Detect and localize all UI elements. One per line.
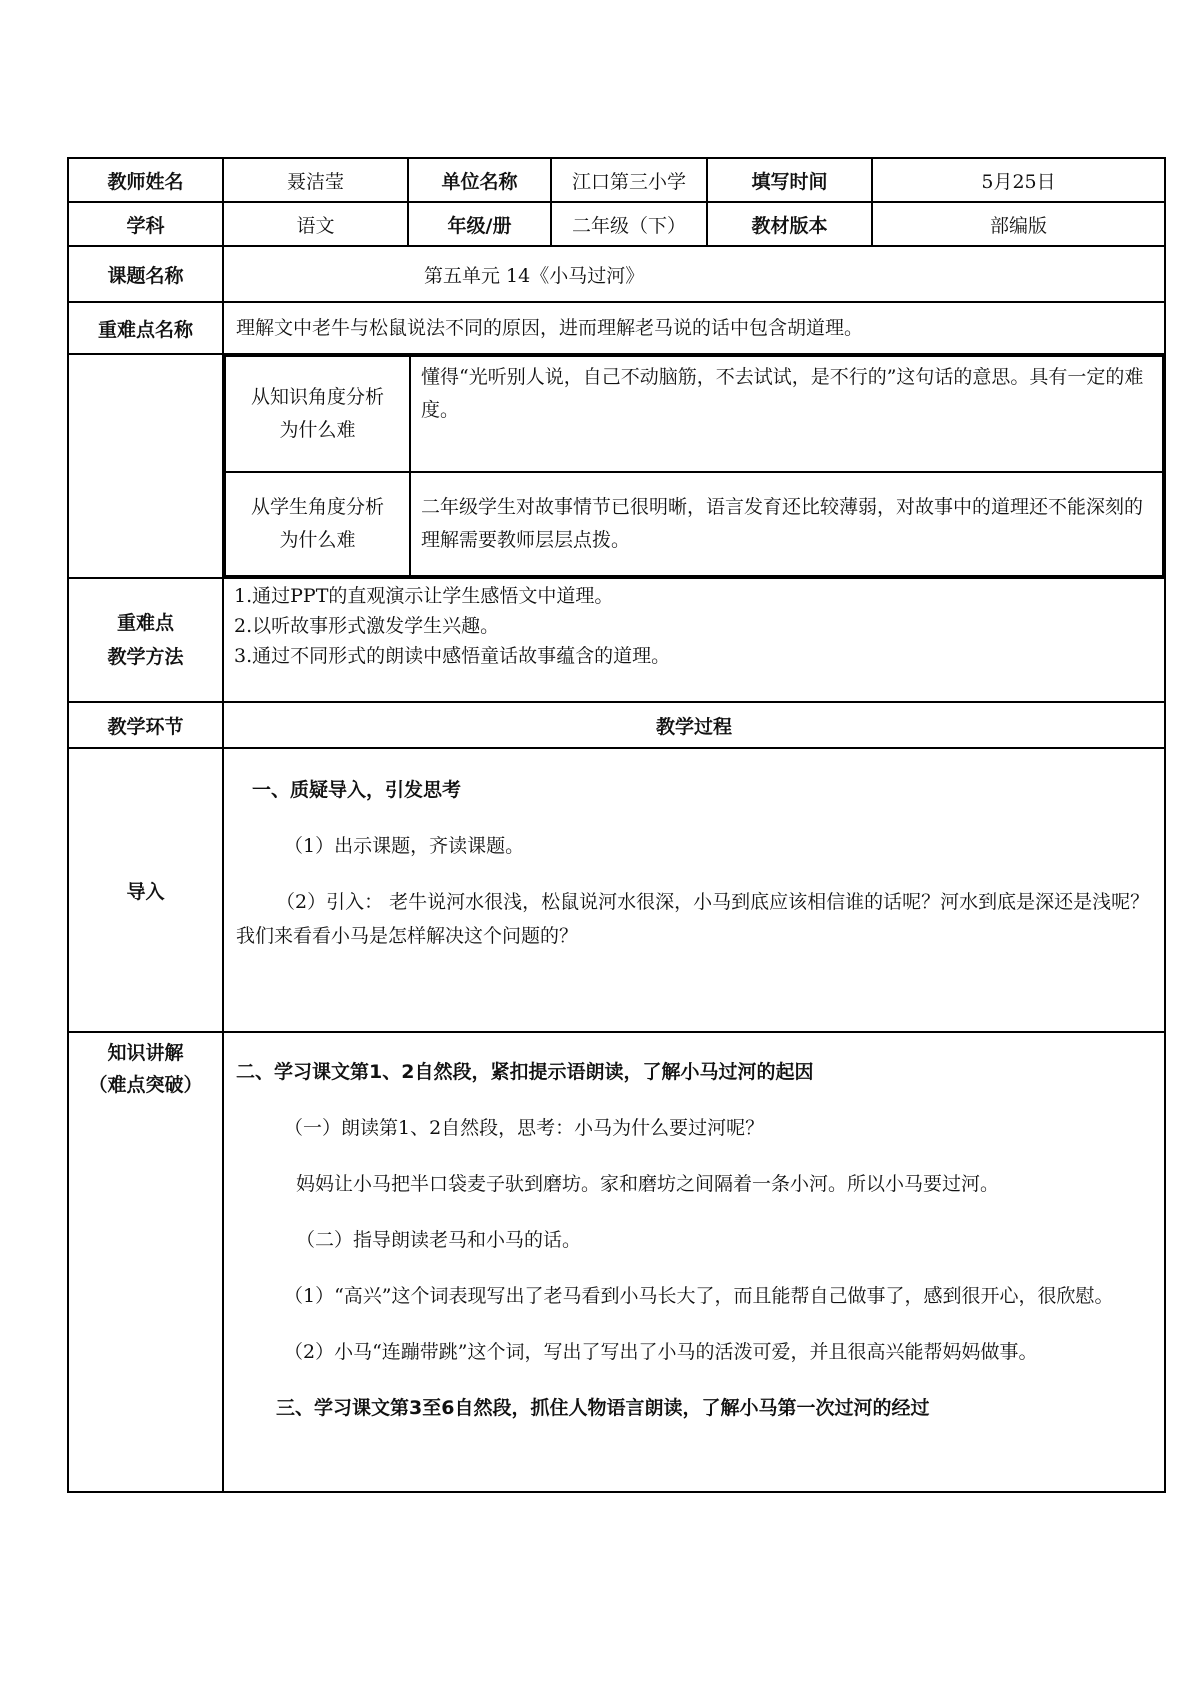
- knowledge-stage: [68, 1032, 223, 1492]
- edition-value: 部编版: [872, 202, 1165, 246]
- knowledge-stage-line1: 知识讲解: [107, 1042, 184, 1064]
- knowledge-row: [68, 1032, 1165, 1492]
- keypoint-row: [68, 302, 1165, 354]
- topic-label: 课题名称: [68, 246, 223, 302]
- intro-content: [223, 748, 1165, 1032]
- stage-header: 教学环节: [68, 702, 223, 748]
- intro-stage: 导入: [68, 748, 223, 1032]
- knowledge-sub1: （一）朗读第1、2自然段，思考：小马为什么要过河呢？: [284, 1117, 765, 1139]
- lesson-plan-table: [67, 157, 1166, 1493]
- keypoint-value: 理解文中老牛与松鼠说法不同的原因，进而理解老马说的话中包含胡道理。: [223, 302, 1165, 354]
- methods-label-line2: 教学方法: [107, 646, 184, 668]
- header-row-2: [68, 202, 1165, 246]
- analysis-inner-table: [224, 355, 1164, 577]
- method-item: 3.通过不同形式的朗读中感悟童话故事蕴含的道理。: [234, 645, 671, 667]
- analysis-row: [68, 354, 1165, 578]
- edition-label: 教材版本: [707, 202, 872, 246]
- methods-row: [68, 578, 1165, 702]
- knowledge-point1: （1）“高兴”这个词表现写出了老马看到小马长大了，而且能帮自己做事了，感到很开心，很欣慰。: [284, 1285, 1114, 1307]
- keypoint-label: 重难点名称: [68, 302, 223, 354]
- topic-value: 第五单元 14《小马过河》: [223, 246, 1165, 302]
- teacher-name: 聂洁莹: [223, 158, 408, 202]
- topic-row: [68, 246, 1165, 302]
- teacher-label: 教师姓名: [68, 158, 223, 202]
- knowledge-analysis-label: 从知识角度分析为什么难: [225, 356, 410, 472]
- methods-list: [223, 578, 1165, 702]
- subject-value: 语文: [223, 202, 408, 246]
- grade-value: 二年级（下）: [551, 202, 707, 246]
- method-item: 2.以听故事形式激发学生兴趣。: [234, 615, 500, 637]
- intro-step1: （1）出示课题，齐读课题。: [284, 835, 525, 857]
- knowledge-answer1: 妈妈让小马把半口袋麦子驮到磨坊。家和磨坊之间隔着一条小河。所以小马要过河。: [296, 1173, 1000, 1195]
- intro-step2: （2）引入： 老牛说河水很浅，松鼠说河水很深，小马到底应该相信谁的话呢？河水到底是深还是浅呢？我们来看看小马是怎样解决这个问题的？: [236, 891, 1150, 947]
- knowledge-analysis-text: 懂得“光听别人说，自己不动脑筋，不去试试，是不行的”这句话的意思。具有一定的难度。: [410, 356, 1163, 472]
- subject-label: 学科: [68, 202, 223, 246]
- student-analysis-text: 二年级学生对故事情节已很明晰，语言发育还比较薄弱，对故事中的道理还不能深刻的理解需要教师层层点拨。: [410, 472, 1163, 576]
- date-value: 5月25日: [872, 158, 1165, 202]
- knowledge-point2: （2）小马“连蹦带跳”这个词，写出了写出了小马的活泼可爱，并且很高兴能帮妈妈做事。: [284, 1341, 1038, 1363]
- header-row-1: [68, 158, 1165, 202]
- methods-label-line1: 重难点: [116, 612, 174, 634]
- method-item: 1.通过PPT的直观演示让学生感悟文中道理。: [234, 585, 614, 607]
- methods-label: [68, 578, 223, 702]
- analysis-cell: [223, 354, 1165, 578]
- process-header: 教学过程: [223, 702, 1165, 748]
- knowledge-content: [223, 1032, 1165, 1492]
- process-header-row: [68, 702, 1165, 748]
- unit-name: 江口第三小学: [551, 158, 707, 202]
- knowledge-heading2: 二、学习课文第1、2自然段，紧扣提示语朗读，了解小马过河的起因: [236, 1061, 814, 1083]
- intro-row: [68, 748, 1165, 1032]
- knowledge-sub2: （二）指导朗读老马和小马的话。: [296, 1229, 582, 1251]
- analysis-label-cell: [68, 354, 223, 578]
- grade-label: 年级/册: [408, 202, 551, 246]
- knowledge-heading3: 三、学习课文第3至6自然段，抓住人物语言朗读，了解小马第一次过河的经过: [276, 1397, 930, 1419]
- knowledge-stage-line2: （难点突破）: [88, 1074, 203, 1096]
- date-label: 填写时间: [707, 158, 872, 202]
- intro-heading: 一、质疑导入，引发思考: [252, 779, 462, 801]
- unit-label: 单位名称: [408, 158, 551, 202]
- student-analysis-label: 从学生角度分析为什么难: [225, 472, 410, 576]
